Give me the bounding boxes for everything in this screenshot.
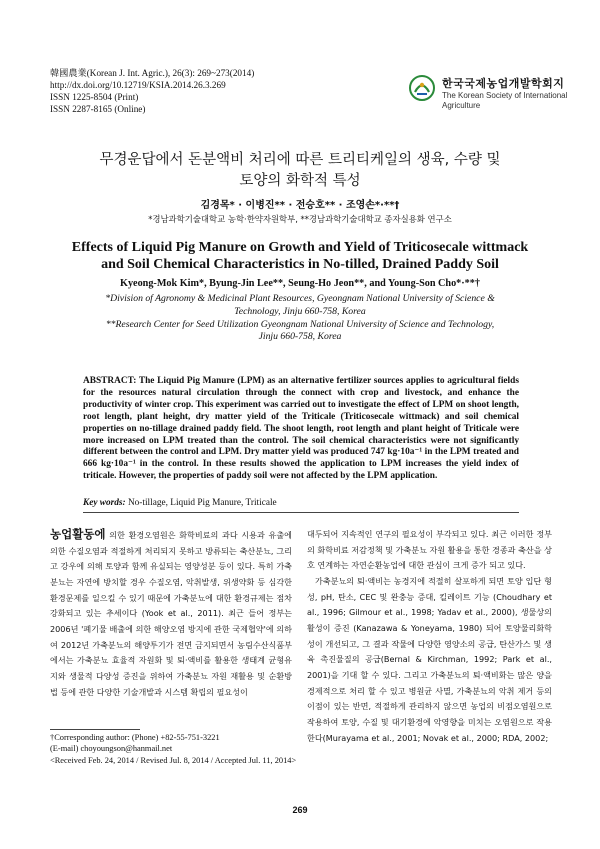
logo-english-line2: Agriculture — [442, 100, 481, 110]
divider — [83, 512, 519, 513]
body-left-text: 의한 환경오염원은 화학비료의 과다 시용과 유출에 의한 수질오염과 적절하게 처리되지 못하고 방류되는 축산분뇨, 그리고 강우에 의해 토양과 함께 유실되는 영양성분 등이 있다. 특히 가축분뇨는 자연에 방치할 경우 수질오염, 악취발생, 위생약화 등 심각한 환경문제를 일으킬 수 있기 때문에 가축분뇨에 대한 환경규제는 점차 강화되고 있는 추세이다 (Yook et al., 2011). 최근 들어 정부는 2006년 '폐기물 배출에 의한 해양오염 방지에 관한 국제협약'에 의하여 2012년 가축분뇨의 해양투기가 전면 금지되면서 농림수산식품부에서는 가축분뇨 효율적 자원화 및 퇴·액비를 활용한 생태계 균형유지와 생물적 다양성 증진을 위하여 가축분뇨 자원 재활용 및 순환방법 등에 관한 다양한 기술개발과 시스템 확립의 필요성이 — [50, 530, 292, 697]
journal-citation: 韓國農業(Korean J. Int. Agric.), 26(3): 269~273(2014) — [50, 68, 255, 78]
logo-english-name — [442, 91, 567, 110]
issn-online: ISSN 2287-8165 (Online) — [50, 104, 146, 114]
english-title-line2: and Soil Chemical Characteristics in No-tilled, Drained Paddy Soil — [101, 257, 499, 272]
journal-header — [50, 67, 254, 115]
keywords-text: No-tillage, Liquid Pig Manure, Triticale — [127, 498, 277, 508]
doi-link[interactable]: http://dx.doi.org/10.12719/KSIA.2014.26.3.269 — [50, 80, 226, 90]
lead-word: 농업활동에 — [50, 527, 106, 541]
abstract-label: ABSTRACT: — [83, 376, 137, 386]
footnote-divider — [50, 729, 140, 730]
korean-affiliation: *경남과학기술대학교 농학·한약자원학부, **경남과학기술대학교 종자실용화 연구소 — [148, 214, 452, 224]
keywords — [83, 498, 519, 508]
body-right-para2: 가축분뇨의 퇴·액비는 농경지에 적절히 살포하게 되면 토양 입단 형성, pH, 탄소, CEC 및 완충능 증대, 킬레이트 기능 (Choudhary et al., 1996; Gilmour et al., 1998; Yadav et al., 2000), 생물상의 활성이 증진 (Kanazawa & Yoneyama, 1980) 되어 토양물리화학성이 개선되고, 그 결과 작물에 다양한 영양소의 공급, 탄산가스 및 생육 촉진물질의 공급(Bernal & Kirchman, 1992; Park et al., 2001)을 기대 할 수 있다. 그리고 가축분뇨의 퇴·액비화는 많은 양을 경제적으로 처리 할 수 있고 병원균 사멸, 가축분뇨의 악취 제거 등의 이점이 있는 반면, 적절하게 관리하지 않으면 농업의 비점오염원으로 작용하여 토양, 수질 및 대기환경에 악영향을 미치는 오염원으로 작용한다(Murayama et al., 2001; Novak et al., 2000; RDA, 2002; — [307, 575, 552, 743]
body-right-para1: 대두되어 지속적인 연구의 필요성이 부각되고 있다. 최근 이러한 정부의 화학비료 저감정책 및 가축분뇨 자원 활용을 통한 경종과 축산을 상호 연계하는 자연순환농업에 대한 관심이 크게 증가 되고 있다. — [307, 529, 552, 571]
footnote — [50, 732, 300, 766]
abstract-text: The Liquid Pig Manure (LPM) as an alternative fertilizer sources applies to agricultural fields for the resources natural circulation through the connect with crop and livestock, and enhance the productivity of winter crop. This experiment was carried out to investigate the effect of LPM on shoot length, root length, plant height, dry matter yield of the Triticale (Triticosecale wittmack) and soil chemical properties on no-tillage drained paddy field. The shoot length, root length and plant height of Triticale were more increased on LPM treated than the control. The soil chemical characteristics were not significantly different between the control and LPM. Dry matter yield was produced 747 kg·10a⁻¹ in the LPM treated and 666 kg·10a⁻¹ in the control. In these results showed the application to LPM increases the yield index of triticale. However, the properties of paddy soil were not affected by the LPM application. — [83, 376, 519, 482]
corresponding-author: †Corresponding author: (Phone) +82-55-751-3221 — [50, 733, 220, 742]
korean-authors: 김경목* · 이병진** · 전승호** · 조영손*·**† — [200, 200, 400, 211]
affiliation-1-line1: *Division of Agronomy & Medicinal Plant Resources, Gyeongnam National University of Science & — [105, 293, 495, 304]
abstract — [83, 376, 519, 483]
affiliation-2-line1: **Research Center for Seed Utilization Gyeongnam National University of Science and Technology, — [105, 318, 495, 330]
body-column-left — [50, 527, 292, 700]
english-authors: Kyeong-Mok Kim*, Byung-Jin Lee**, Seung-Ho Jeon**, and Young-Son Cho*·**† — [120, 278, 480, 289]
society-emblem-icon — [408, 74, 436, 102]
society-logo — [408, 70, 568, 116]
affiliation-2-line2: Jinju 660-758, Korea — [258, 331, 342, 343]
korean-title-line2: 토양의 화학적 특성 — [239, 173, 361, 189]
received-dates: <Received Feb. 24, 2014 / Revised Jul. 8, 2014 / Accepted Jul. 11, 2014> — [50, 755, 297, 765]
issn-print: ISSN 1225-8504 (Print) — [50, 92, 139, 102]
korean-title — [70, 150, 530, 192]
english-title — [50, 239, 550, 273]
page-number: 269 — [292, 805, 308, 815]
logo-english-line1: The Korean Society of International — [442, 91, 568, 100]
english-title-line1: Effects of Liquid Pig Manure on Growth and Yield of Triticosecale wittmack — [71, 240, 529, 255]
affiliation-1-line2: Technology, Jinju 660-758, Korea — [234, 305, 366, 317]
logo-korean-name: 한국국제농업개발학회지 — [442, 77, 565, 90]
author-email[interactable]: (E-mail) choyoungson@hanmail.net — [50, 744, 173, 754]
english-affiliation — [70, 293, 530, 344]
keywords-label: Key words: — [83, 498, 126, 508]
body-column-right — [307, 527, 552, 746]
korean-title-line1: 무경운답에서 돈분액비 처리에 따른 트리티케일의 생육, 수량 및 — [99, 152, 501, 168]
